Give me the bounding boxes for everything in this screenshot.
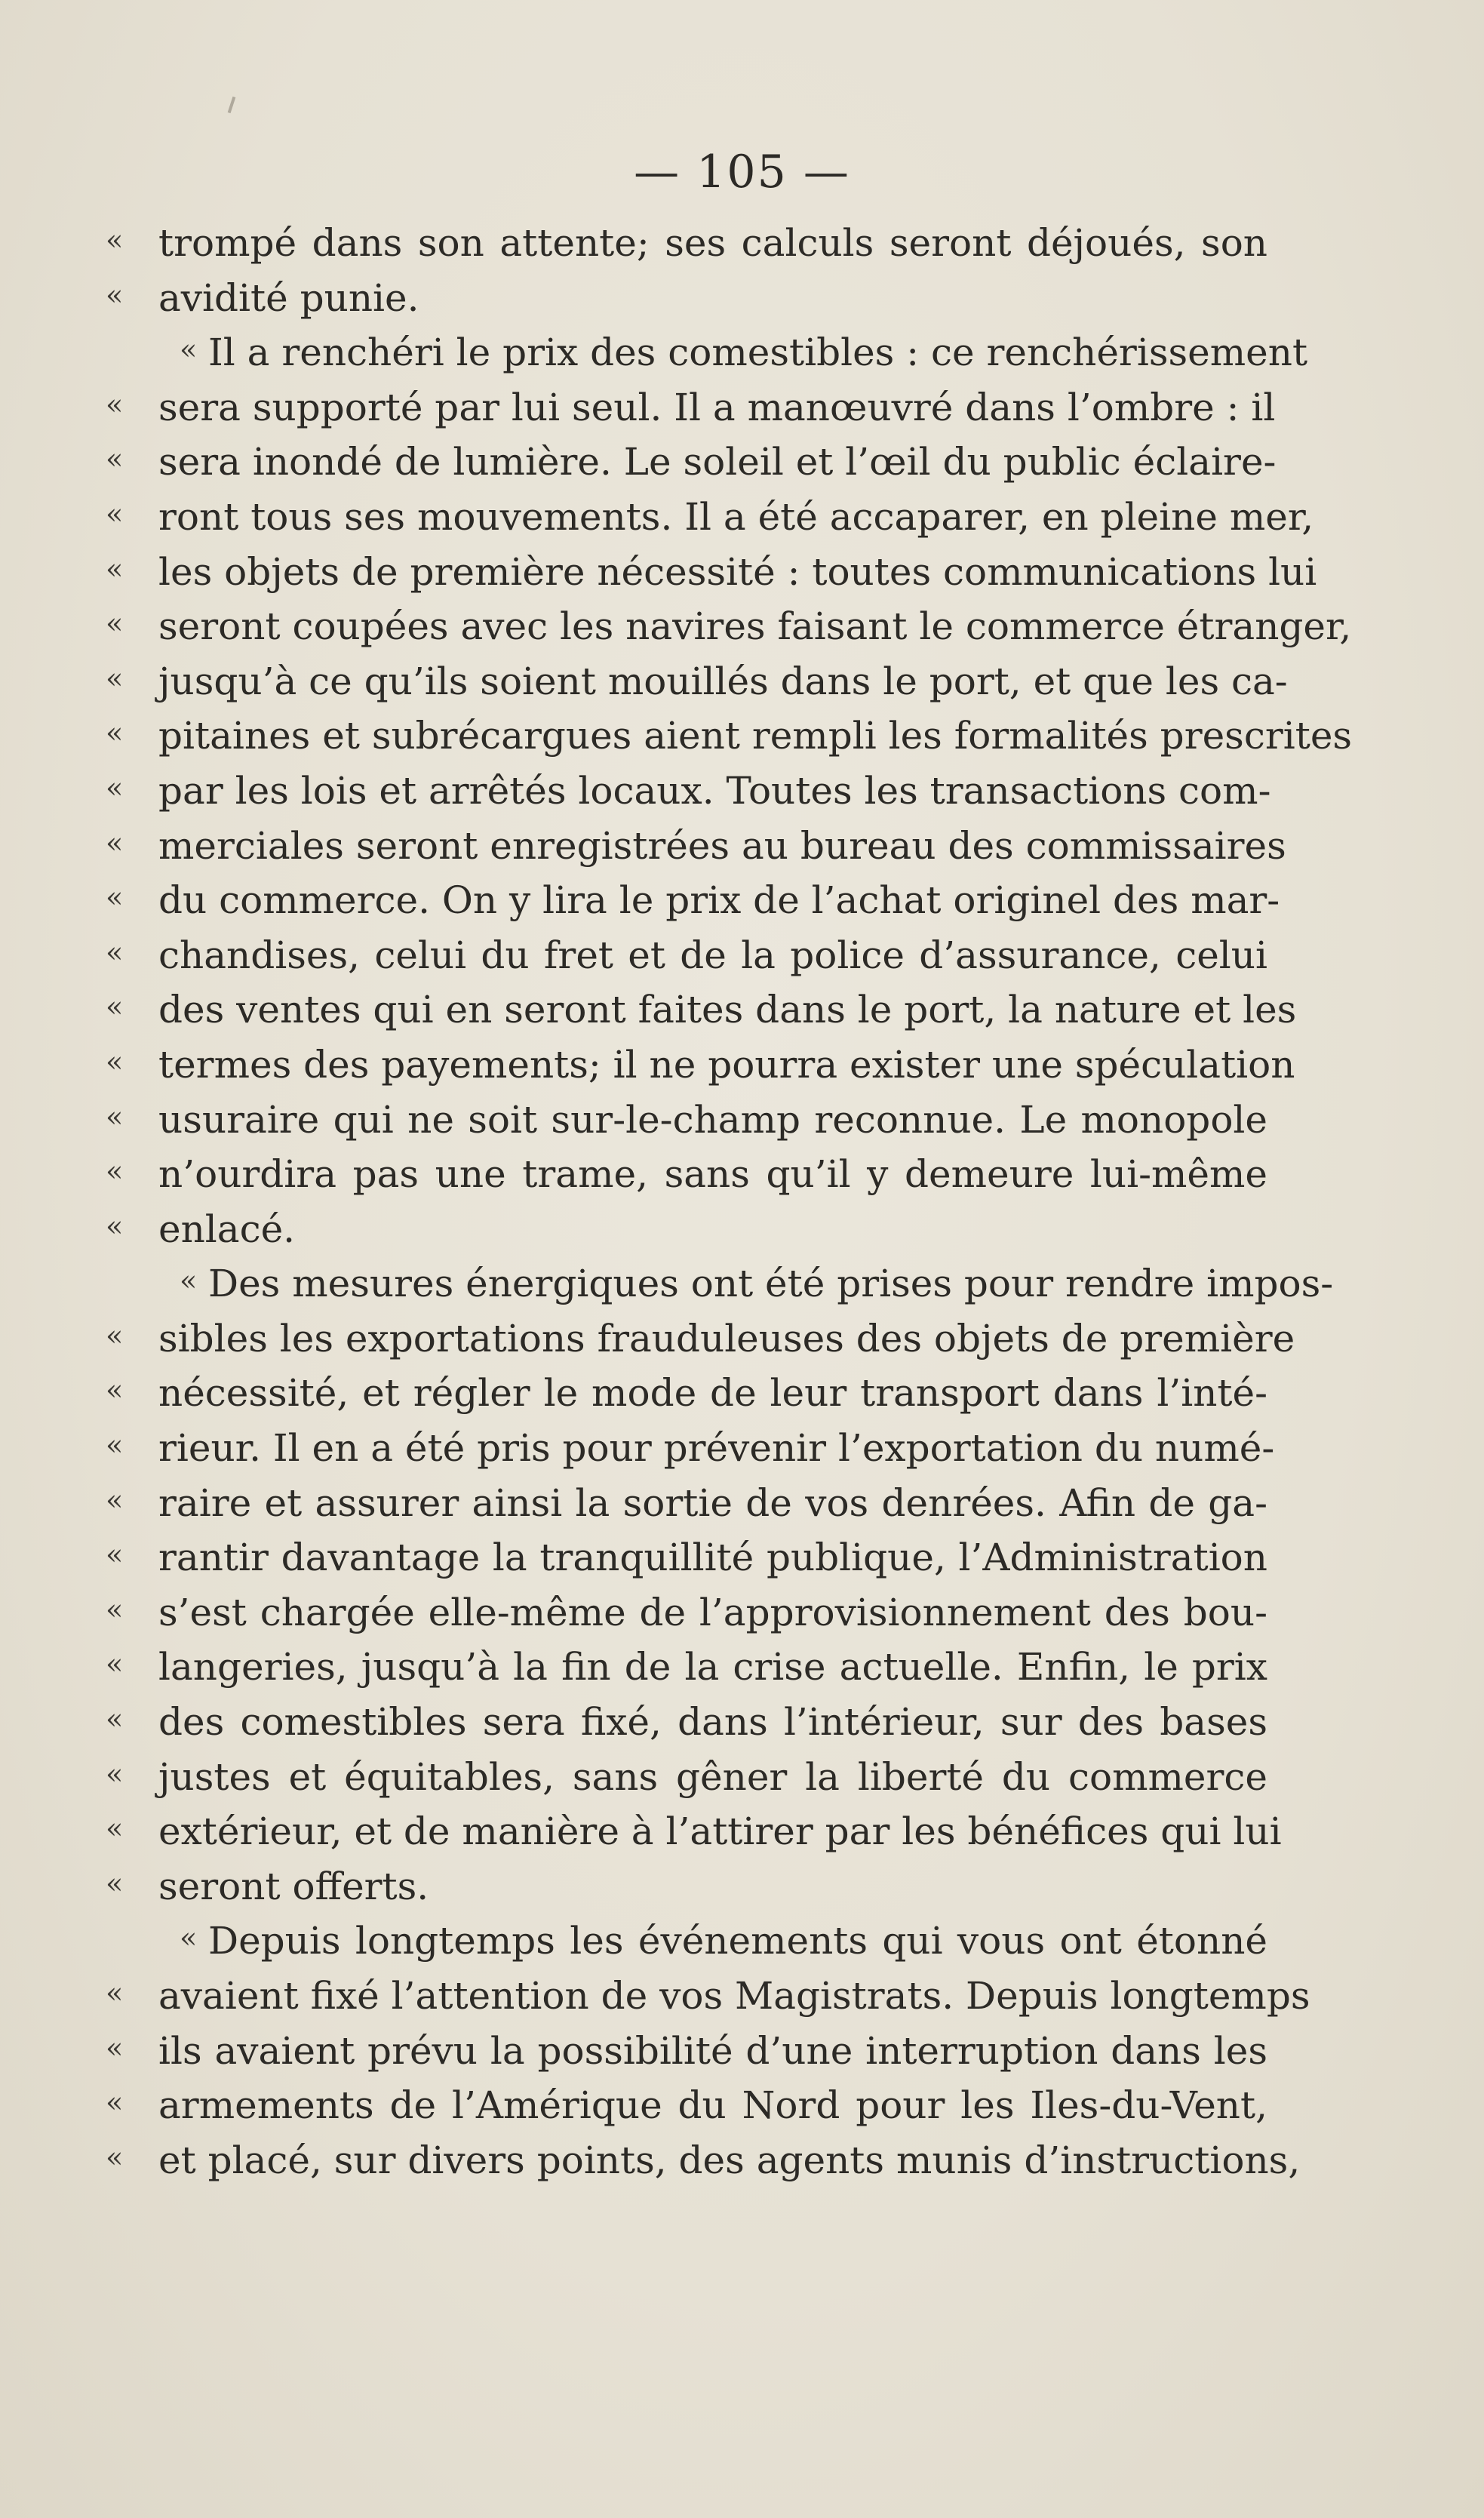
line-text: sera supporté par lui seul. Il a manœuvré dans l’ombre : il xyxy=(158,385,1276,429)
quote-mark: « xyxy=(106,442,124,476)
text-line xyxy=(0,1311,1484,1367)
text-line xyxy=(0,1476,1484,1531)
text-line xyxy=(0,709,1484,764)
line-text: extérieur, et de manière à l’attirer par les bénéfices qui lui xyxy=(158,1809,1282,1854)
line-text: ils avaient prévu la possibilité d’une interruption dans les xyxy=(158,2028,1267,2073)
line-text: les objets de première nécessité : toutes communications lui xyxy=(158,549,1317,594)
quote-mark: « xyxy=(106,223,124,257)
line-text: raire et assurer ainsi la sortie de vos denrées. Afin de ga- xyxy=(158,1480,1267,1525)
text-line xyxy=(0,1421,1484,1476)
text-line xyxy=(0,216,1484,271)
text-line xyxy=(0,873,1484,928)
line-text: usuraire qui ne soit sur-le-champ reconnue. Le monopole xyxy=(158,1097,1267,1142)
quote-mark: « xyxy=(106,1592,124,1626)
line-text: s’est chargée elle-même de l’approvisionnement des bou- xyxy=(158,1590,1267,1634)
quote-mark: « xyxy=(106,1647,124,1681)
quote-mark: « xyxy=(180,1921,198,1955)
quote-mark: « xyxy=(106,2031,124,2065)
line-text: jusqu’à ce qu’ils soient mouillés dans le port, et que les ca- xyxy=(158,659,1288,703)
text-line xyxy=(0,271,1484,326)
text-line xyxy=(0,1093,1484,1148)
line-text: avaient fixé l’attention de vos Magistrats. Depuis longtemps xyxy=(158,1974,1310,2018)
text-line xyxy=(0,1366,1484,1421)
quote-mark: « xyxy=(106,1812,124,1846)
line-text: du commerce. On y lira le prix de l’achat originel des mar- xyxy=(158,878,1280,923)
text-line xyxy=(0,1859,1484,1914)
text-line xyxy=(0,982,1484,1038)
quote-mark: « xyxy=(106,1099,124,1133)
line-text: seront offerts. xyxy=(158,1864,429,1908)
text-line xyxy=(0,325,1484,380)
text-line xyxy=(0,2024,1484,2079)
line-text: nécessité, et régler le mode de leur transport dans l’inté- xyxy=(158,1371,1267,1416)
text-line xyxy=(0,1585,1484,1640)
line-text: par les lois et arrêtés locaux. Toutes les transactions com- xyxy=(158,768,1271,813)
ink-speck xyxy=(228,97,236,113)
text-line xyxy=(0,1695,1484,1750)
text-line xyxy=(0,1256,1484,1311)
quote-mark: « xyxy=(180,1264,198,1298)
text-line xyxy=(0,654,1484,709)
line-text: Il a renchéri le prix des comestibles : ce renchérissement xyxy=(208,331,1308,375)
text-line xyxy=(0,819,1484,874)
text-line xyxy=(0,1530,1484,1585)
body-text xyxy=(0,216,1484,2187)
quote-mark: « xyxy=(106,825,124,859)
text-line xyxy=(0,764,1484,819)
line-text: Depuis longtemps les événements qui vous ont étonné xyxy=(208,1919,1267,1963)
text-line xyxy=(0,435,1484,490)
text-line xyxy=(0,380,1484,435)
quote-mark: « xyxy=(106,1483,124,1517)
quote-mark: « xyxy=(106,1757,124,1791)
line-text: seront coupées avec les navires faisant le commerce étranger, xyxy=(158,604,1352,649)
line-text: trompé dans son attente; ses calculs seront déjoués, son xyxy=(158,221,1267,265)
quote-mark: « xyxy=(106,2140,124,2174)
text-line xyxy=(0,1969,1484,2024)
line-text: rantir davantage la tranquillité publique, l’Administration xyxy=(158,1536,1267,1580)
quote-mark: « xyxy=(106,716,124,750)
quote-mark: « xyxy=(106,1209,124,1243)
line-text: des comestibles sera fixé, dans l’intérieur, sur des bases xyxy=(158,1700,1267,1745)
text-line xyxy=(0,545,1484,600)
text-line xyxy=(0,1147,1484,1202)
line-text: sibles les exportations frauduleuses des objets de première xyxy=(158,1316,1295,1360)
quote-mark: « xyxy=(106,1373,124,1407)
line-text: chandises, celui du fret et de la police d’assurance, celui xyxy=(158,933,1267,977)
text-line xyxy=(0,490,1484,545)
quote-mark: « xyxy=(106,1538,124,1572)
text-line xyxy=(0,1640,1484,1695)
text-line xyxy=(0,928,1484,983)
quote-mark: « xyxy=(180,333,198,367)
text-line xyxy=(0,599,1484,654)
line-text: termes des payements; il ne pourra exister une spéculation xyxy=(158,1042,1295,1087)
line-text: armements de l’Amérique du Nord pour les Iles-du-Vent, xyxy=(158,2083,1267,2128)
line-text: justes et équitables, sans gêner la liberté du commerce xyxy=(158,1754,1267,1799)
text-line xyxy=(0,1804,1484,1859)
quote-mark: « xyxy=(106,387,124,421)
quote-mark: « xyxy=(106,607,124,641)
quote-mark: « xyxy=(106,1428,124,1462)
text-line xyxy=(0,1914,1484,1969)
line-text: merciales seront enregistrées au bureau des commissaires xyxy=(158,823,1286,868)
quote-mark: « xyxy=(106,497,124,530)
quote-mark: « xyxy=(106,2086,124,2120)
quote-mark: « xyxy=(106,1702,124,1736)
quote-mark: « xyxy=(106,661,124,695)
line-text: et placé, sur divers points, des agents munis d’instructions, xyxy=(158,2138,1301,2182)
quote-mark: « xyxy=(106,1318,124,1352)
quote-mark: « xyxy=(106,1044,124,1078)
line-text: pitaines et subrécargues aient rempli les formalités prescrites xyxy=(158,714,1353,758)
quote-mark: « xyxy=(106,935,124,969)
line-text: Des mesures énergiques ont été prises pour rendre impos- xyxy=(208,1262,1334,1306)
quote-mark: « xyxy=(106,881,124,915)
quote-mark: « xyxy=(106,770,124,804)
quote-mark: « xyxy=(106,552,124,586)
text-line xyxy=(0,2133,1484,2188)
quote-mark: « xyxy=(106,1976,124,2009)
line-text: sera inondé de lumière. Le soleil et l’œil du public éclaire- xyxy=(158,440,1277,484)
line-text: enlacé. xyxy=(158,1207,296,1251)
page-number: — 105 — xyxy=(634,146,850,198)
line-text: des ventes qui en seront faites dans le port, la nature et les xyxy=(158,988,1297,1032)
line-text: ront tous ses mouvements. Il a été accaparer, en pleine mer, xyxy=(158,494,1314,539)
line-text: langeries, jusqu’à la fin de la crise actuelle. Enfin, le prix xyxy=(158,1645,1267,1689)
text-line xyxy=(0,2078,1484,2133)
quote-mark: « xyxy=(106,990,124,1024)
text-line xyxy=(0,1750,1484,1805)
quote-mark: « xyxy=(106,1866,124,1900)
line-text: n’ourdira pas une trame, sans qu’il y demeure lui-même xyxy=(158,1152,1267,1197)
quote-mark: « xyxy=(106,1154,124,1188)
line-text: avidité punie. xyxy=(158,275,419,320)
text-line xyxy=(0,1038,1484,1093)
text-line xyxy=(0,1202,1484,1257)
quote-mark: « xyxy=(106,278,124,312)
line-text: rieur. Il en a été pris pour prévenir l’exportation du numé- xyxy=(158,1426,1275,1471)
